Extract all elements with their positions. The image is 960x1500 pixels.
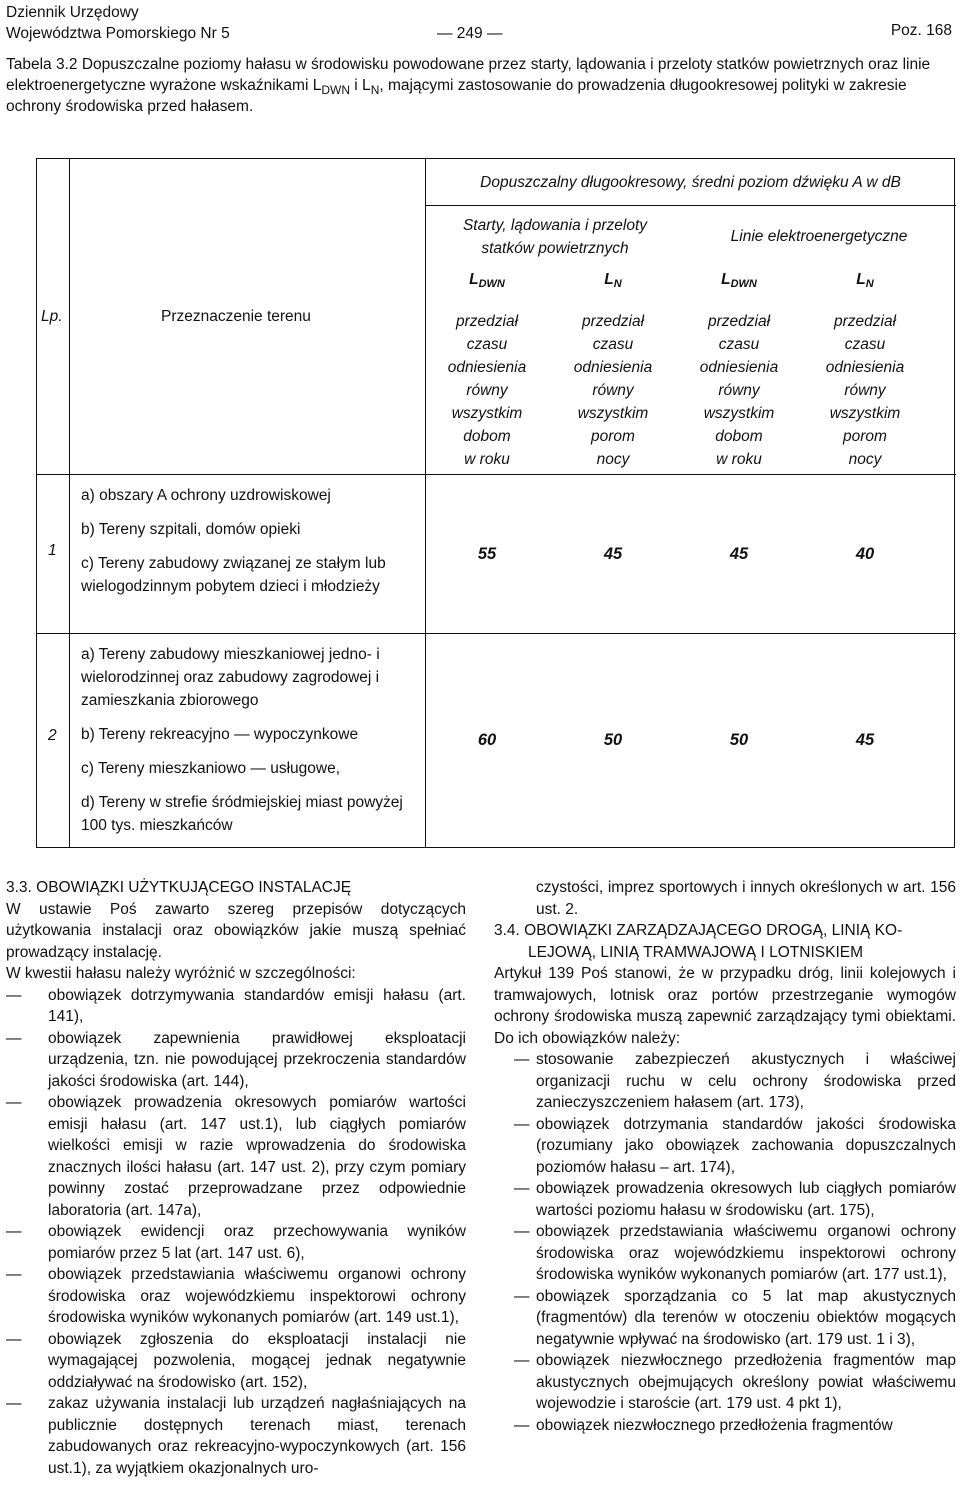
row-1-lp: 1 bbox=[48, 542, 57, 559]
journal-title-line2: Województwa Pomorskiego Nr 5 bbox=[6, 25, 230, 42]
list-item: — obowiązek dotrzymywania standardów emisji hałasu (art. 141), bbox=[6, 986, 466, 1025]
list-item: — stosowanie zabezpieczeń akustycznych i właściwej organizacji ruchu w celu ochrony środowiska przed zanieczyszczeniem hałasem (art. 173), bbox=[514, 1051, 956, 1111]
list-item: b) Tereny szpitali, domów opieki bbox=[81, 521, 301, 538]
journal-title-line1: Dziennik Urzędowy bbox=[6, 4, 139, 21]
paragraph: Artykuł 139 Poś stanowi, że w przypadku dróg, linii kolejowych i tramwajowych, lotnisk oraz portów przestrzeganie wymogów ochrony środowiska muszą zapewnić zarządzający tymi obiektami. Do ich obowiązków należy: bbox=[494, 965, 956, 1047]
list-item: — obowiązek prowadzenia okresowych pomiarów wartości emisji hałasu (art. 147 ust.1), lub ciągłych pomiarów wielkości emisji w razie wprowadzenia do środowiska znacznych ilości hałasu (art. 147 ust. 2), przy czym pomiary powinny zostać przeprowadzane przez odpowiednie laboratoria (art. 147a), bbox=[6, 1094, 466, 1219]
col-purpose-header: Przeznaczenie terenu bbox=[161, 308, 311, 325]
time-period-night-1: przedział czasu odniesienia równy wszystkim porom nocy bbox=[573, 313, 653, 468]
list-item: b) Tereny rekreacyjno — wypoczynkowe bbox=[81, 726, 359, 743]
row-2-value-2: 50 bbox=[603, 731, 623, 749]
row-2-purpose bbox=[81, 643, 407, 837]
time-period-day-1: przedział czasu odniesienia równy wszystkim dobom w roku bbox=[447, 313, 527, 468]
list-item: c) Tereny zabudowy związanej ze stałym lub wielogodzinnym pobytem dzieci i młodzieży bbox=[81, 555, 386, 595]
row-1-purpose bbox=[81, 484, 403, 598]
list-item: a) obszary A ochrony uzdrowiskowej bbox=[81, 487, 331, 504]
time-period-night-2: przedział czasu odniesienia równy wszystkim porom nocy bbox=[825, 313, 905, 468]
subgroup-aircraft: Starty, lądowania i przeloty statków powietrznych bbox=[462, 217, 648, 257]
list-item: — obowiązek prowadzenia okresowych lub ciągłych pomiarów wartości poziomu hałasu w środowisku (art. 175), bbox=[514, 1180, 956, 1219]
left-column bbox=[6, 877, 466, 1479]
list-item: — obowiązek niezwłocznego przedłożenia fragmentów map akustycznych obejmujących określony powiat właściwemu wojewodzie i staroście (art. 179 ust. 4 pkt 1), bbox=[514, 1352, 956, 1412]
list-item: a) Tereny zabudowy mieszkaniowej jedno- i wielorodzinnej oraz zabudowy zagrodowej i zamieszkania zbiorowego bbox=[81, 646, 380, 709]
paragraph: W kwestii hałasu należy wyróżnić w szczególności: bbox=[6, 965, 356, 982]
noise-limits-table bbox=[36, 158, 955, 848]
indicator-ln-power: $L_N$ bbox=[856, 271, 874, 290]
row-1-value-1: 55 bbox=[477, 545, 497, 563]
indicator-ln-aircraft: $L_N$ bbox=[604, 271, 622, 290]
list-item: — obowiązek zgłoszenia do eksploatacji instalacji nie wymagającej pozwolenia, mogącej jednak negatywnie oddziaływać na środowisko (art. 152), bbox=[6, 1330, 466, 1391]
list-item: — obowiązek dotrzymania standardów jakości środowiska (rozumiany jako obowiązek zachowania dopuszczalnych poziomów hałasu – art. 174), bbox=[514, 1115, 956, 1176]
page-number: — 249 — bbox=[437, 25, 503, 42]
list-item: — zakaz używania instalacji lub urządzeń nagłaśniających na publicznie dostępnych terenach miast, terenach zabudowanych oraz rekreacyjno-wypoczynkowych (art. 156 ust.1), za wyjątkiem okazjonalnych uro- bbox=[6, 1395, 466, 1477]
list-item: — obowiązek sporządzania co 5 lat map akustycznych (fragmentów) dla terenów w otoczeniu obiektów mogących negatywnie wpływać na środowisko (art. 179 ust. 1 i 3), bbox=[514, 1287, 956, 1348]
subgroup-power-lines: Linie elektroenergetyczne bbox=[730, 228, 908, 245]
list-item: — obowiązek ewidencji oraz przechowywania wyników pomiarów przez 5 lat (art. 147 ust. 6), bbox=[6, 1223, 466, 1262]
row-2-value-1: 60 bbox=[477, 731, 497, 749]
journal-title bbox=[6, 2, 230, 44]
list-item: c) Tereny mieszkaniowo — usługowe, bbox=[81, 760, 341, 777]
table-caption: Tabela 3.2 Dopuszczalne poziomy hałasu w środowisku powodowane przez starty, lądowania i przeloty statków powietrznych oraz linie elektroenergetyczne wyrażone wskaźnikami $L_{DWN}$ i $L_N$, mającymi zastosowanie do prowadzenia długookresowej polityki w zakresie ochrony środowiska przed hałasem. bbox=[6, 56, 931, 115]
indicator-ldwn-aircraft: $L_{DWN}$ bbox=[469, 271, 505, 290]
row-1-value-4: 40 bbox=[855, 545, 875, 563]
time-period-day-2: przedział czasu odniesienia równy wszystkim dobom w roku bbox=[699, 313, 779, 468]
row-2-value-4: 45 bbox=[855, 731, 875, 749]
section-heading-3-3: 3.3. OBOWIĄZKI UŻYTKUJĄCEGO INSTALACJĘ bbox=[6, 879, 352, 896]
right-column bbox=[494, 877, 956, 1436]
paragraph-continuation: czystości, imprez sportowych i innych określonych w art. 156 ust. 2. bbox=[536, 879, 956, 918]
section-heading-3-4: 3.4. OBOWIĄZKI ZARZĄDZAJĄCEGO DROGĄ, LINIĄ KO- LEJOWĄ, LINIĄ TRAMWAJOWĄ I LOTNISKIEM bbox=[494, 922, 903, 961]
indicator-ldwn-power: $L_{DWN}$ bbox=[721, 271, 757, 290]
row-2-value-3: 50 bbox=[729, 731, 749, 749]
list-item: — obowiązek niezwłocznego przedłożenia fragmentów bbox=[514, 1416, 893, 1434]
paragraph: W ustawie Poś zawarto szereg przepisów dotyczących użytkowania instalacji oraz obowiązków jakie muszą spełniać prowadzący instalację. bbox=[6, 900, 466, 961]
row-1-value-2: 45 bbox=[603, 545, 623, 563]
position-number: Poz. 168 bbox=[890, 22, 952, 39]
row-1-value-3: 45 bbox=[729, 545, 749, 563]
row-2-lp: 2 bbox=[48, 727, 57, 744]
list-item: — obowiązek przedstawiania właściwemu organowi ochrony środowiska oraz wojewódzkiemu inspektorowi ochrony środowiska wyników wykonanych pomiarów (art. 149 ust.1), bbox=[6, 1266, 466, 1326]
list-item: d) Tereny w strefie śródmiejskiej miast powyżej 100 tys. mieszkańców bbox=[81, 794, 403, 834]
list-item: — obowiązek zapewnienia prawidłowej eksploatacji urządzenia, tzn. nie powodującej przekroczenia standardów jakości środowiska (art. 144), bbox=[6, 1029, 466, 1090]
list-item: — obowiązek przedstawiania właściwemu organowi ochrony środowiska oraz wojewódzkiemu inspektorowi ochrony środowiska wyników wykonanych pomiarów (art. 177 ust.1), bbox=[514, 1223, 956, 1283]
col-lp-header: Lp. bbox=[41, 308, 63, 325]
group-header: Dopuszczalny długookresowy, średni poziom dźwięku A w dB bbox=[480, 174, 901, 191]
